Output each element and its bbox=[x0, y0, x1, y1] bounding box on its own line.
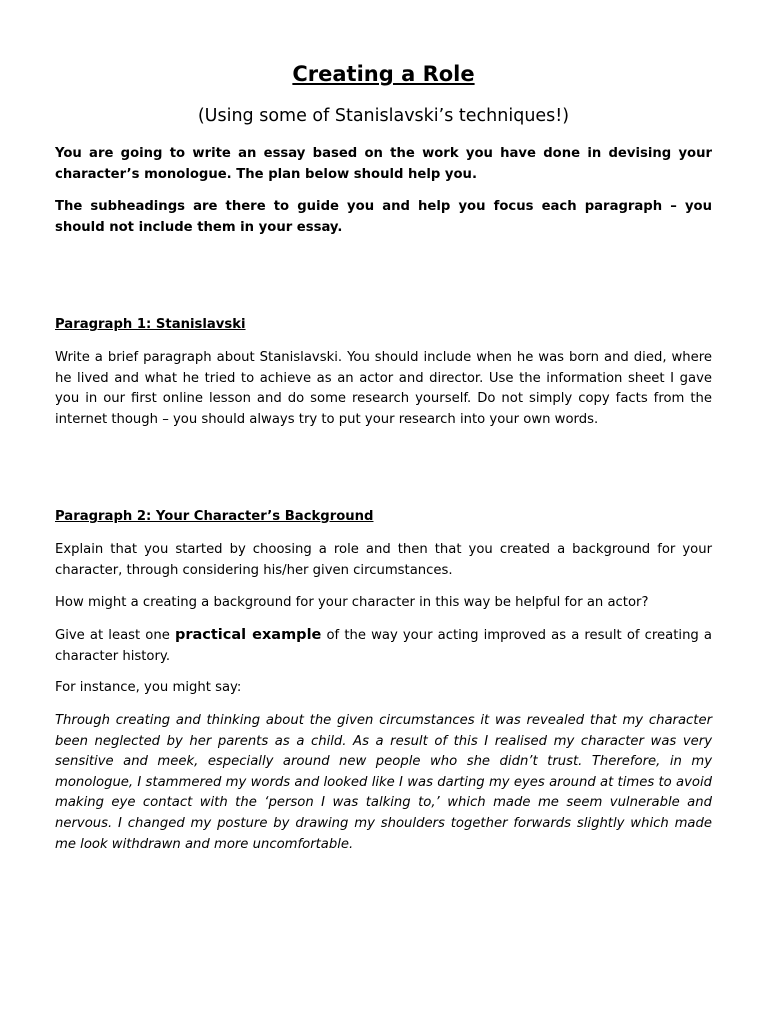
section-1-body: Write a brief paragraph about Stanislavski. You should include when he was born and died, where he lived and what he tried to achieve as an actor and director. Use the information sheet I gave you in our first online lesson and do some research yourself. Do not simply copy facts from the internet though – you should always try to put your research into your own words. bbox=[55, 350, 712, 427]
intro-paragraph-1: You are going to write an essay based on the work you have done in devising your character’s monologue. The plan below should help you. bbox=[55, 146, 712, 182]
section-2-body-3 bbox=[55, 625, 712, 667]
section-2-body-2: How might a creating a background for your character in this way be helpful for an actor? bbox=[55, 595, 649, 610]
intro-paragraph-2: The subheadings are there to guide you and help you focus each paragraph – you should not include them in your essay. bbox=[55, 199, 712, 235]
section-2-body-1: Explain that you started by choosing a role and then that you created a background for your character, through considering his/her given circumstances. bbox=[55, 542, 712, 578]
page-title: Creating a Role bbox=[292, 62, 475, 86]
body-3-pre: Give at least one bbox=[55, 628, 175, 643]
body-3-post: of the way your acting improved as a result of creating a character history. bbox=[55, 628, 712, 664]
section-2-heading: Paragraph 2: Your Character’s Background bbox=[55, 509, 374, 524]
practical-example-emphasis: practical example bbox=[174, 627, 322, 643]
section-1-heading: Paragraph 1: Stanislavski bbox=[55, 317, 246, 332]
page-subtitle: (Using some of Stanislavski’s techniques!) bbox=[197, 106, 570, 126]
section-2-body-4: For instance, you might say: bbox=[55, 680, 242, 695]
section-2-example: Through creating and thinking about the given circumstances it was revealed that my character been neglected by her parents as a child. As a result of this I realised my character was very sensitive and meek, especially around new people who she didn’t trust. Therefore, in my monologue, I stammered my words and looked like I was darting my eyes around at times to avoid making eye contact with the ‘person I was talking to,’ which made me seem vulnerable and nervous. I changed my posture by drawing my shoulders together forwards slightly which made me look withdrawn and more uncomfortable. bbox=[55, 713, 712, 852]
